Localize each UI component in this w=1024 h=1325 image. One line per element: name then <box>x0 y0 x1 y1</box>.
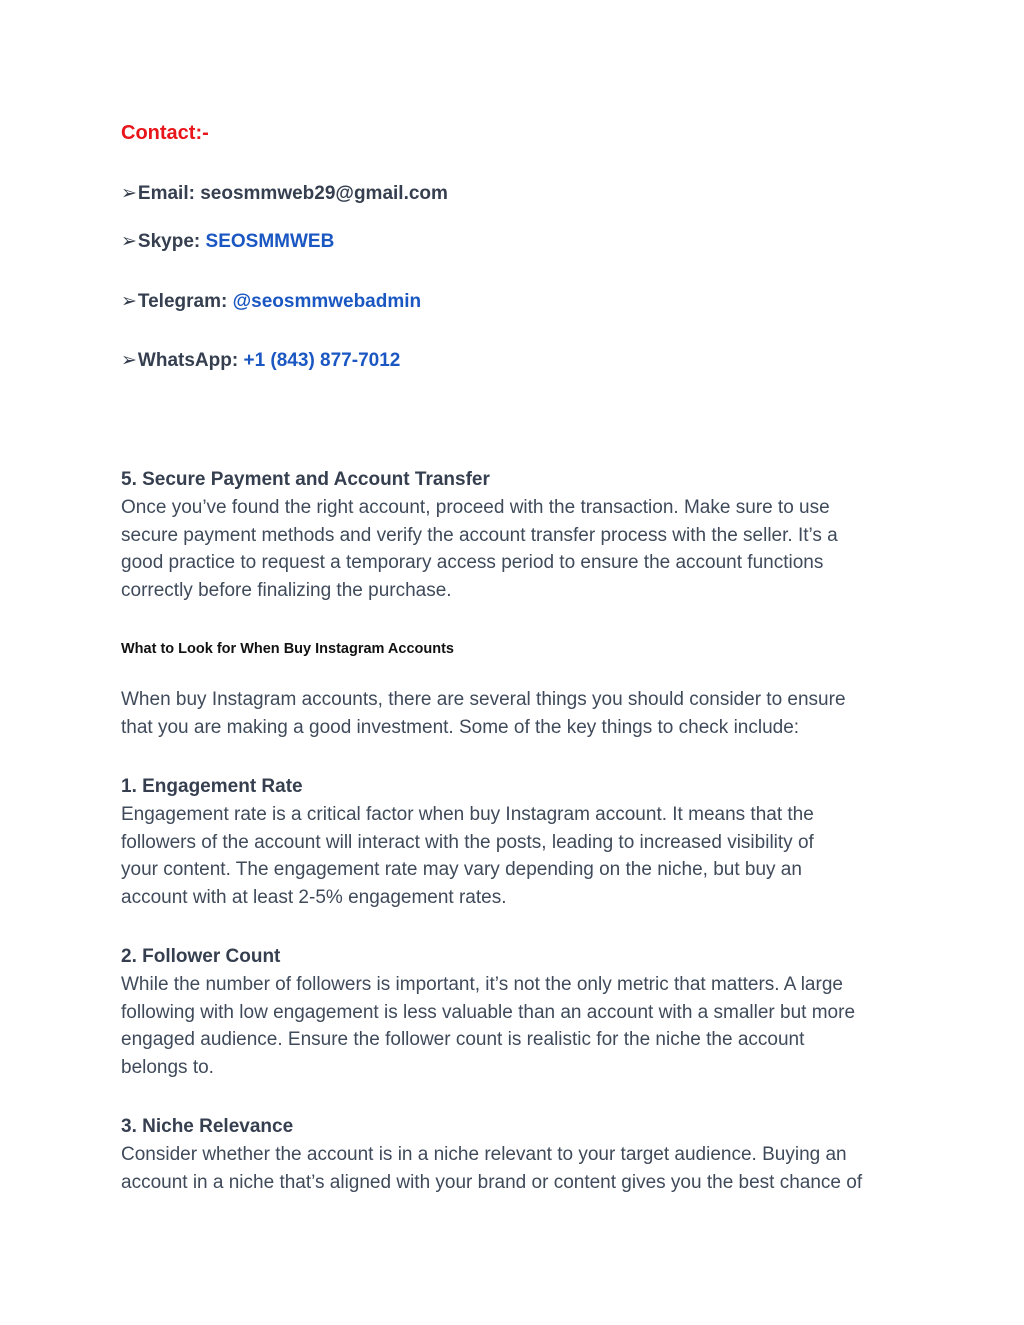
paragraph-line: that you are making a good investment. Some of the key things to check include: <box>121 716 800 738</box>
email-label: Email: <box>137 183 195 204</box>
item-2-body <box>121 971 921 1081</box>
section-5-heading: 5. Secure Payment and Account Transfer <box>121 469 490 490</box>
email-value[interactable]: seosmmweb29@gmail.com <box>200 183 448 204</box>
whatsapp-link[interactable]: +1 (843) 877-7012 <box>243 350 401 371</box>
section-5-body <box>121 494 921 604</box>
item-3-heading: 3. Niche Relevance <box>121 1116 294 1137</box>
paragraph-line: Engagement rate is a critical factor when buy Instagram account. It means that the <box>121 804 814 825</box>
contact-whatsapp-line <box>121 349 400 373</box>
item-2-heading: 2. Follower Count <box>121 946 281 967</box>
paragraph-line: Once you’ve found the right account, proceed with the transaction. Make sure to use <box>121 497 830 518</box>
paragraph-line: followers of the account will interact with the posts, leading to increased visibility of <box>121 831 814 853</box>
paragraph-line: your content. The engagement rate may vary depending on the niche, but buy an <box>121 859 802 880</box>
item-1-body <box>121 801 921 911</box>
arrow-bullet-icon: ➢ <box>121 231 137 252</box>
contact-telegram-line <box>121 290 421 314</box>
paragraph-line: engaged audience. Ensure the follower count is realistic for the niche the account <box>121 1029 805 1050</box>
contact-skype-line <box>121 230 334 254</box>
telegram-link[interactable]: @seosmmwebadmin <box>232 291 422 312</box>
paragraph-line: account with at least 2-5% engagement rates. <box>121 886 507 908</box>
paragraph-line: While the number of followers is important, it’s not the only metric that matters. A large <box>121 974 843 995</box>
arrow-bullet-icon: ➢ <box>121 291 137 312</box>
what-to-look-body <box>121 686 921 741</box>
skype-label: Skype: <box>137 231 201 252</box>
item-1-heading: 1. Engagement Rate <box>121 776 303 797</box>
arrow-bullet-icon: ➢ <box>121 350 137 371</box>
what-to-look-heading: What to Look for When Buy Instagram Accounts <box>121 641 454 657</box>
arrow-bullet-icon: ➢ <box>121 183 137 204</box>
paragraph-line: Consider whether the account is in a niche relevant to your target audience. Buying an <box>121 1144 847 1165</box>
telegram-label: Telegram: <box>137 291 228 312</box>
paragraph-line: following with low engagement is less valuable than an account with a smaller but more <box>121 1001 856 1023</box>
paragraph-line: correctly before finalizing the purchase. <box>121 579 452 601</box>
contact-email-line <box>121 182 448 206</box>
contact-heading: Contact:- <box>121 122 209 144</box>
paragraph-line: When buy Instagram accounts, there are several things you should consider to ensure <box>121 689 846 710</box>
paragraph-line: account in a niche that’s aligned with your brand or content gives you the best chance of <box>121 1171 863 1193</box>
item-3-body <box>121 1141 921 1196</box>
skype-link[interactable]: SEOSMMWEB <box>205 231 335 252</box>
whatsapp-label: WhatsApp: <box>137 350 239 371</box>
paragraph-line: secure payment methods and verify the account transfer process with the seller. It’s a <box>121 524 838 546</box>
paragraph-line: good practice to request a temporary access period to ensure the account functions <box>121 552 824 573</box>
paragraph-line: belongs to. <box>121 1056 214 1078</box>
